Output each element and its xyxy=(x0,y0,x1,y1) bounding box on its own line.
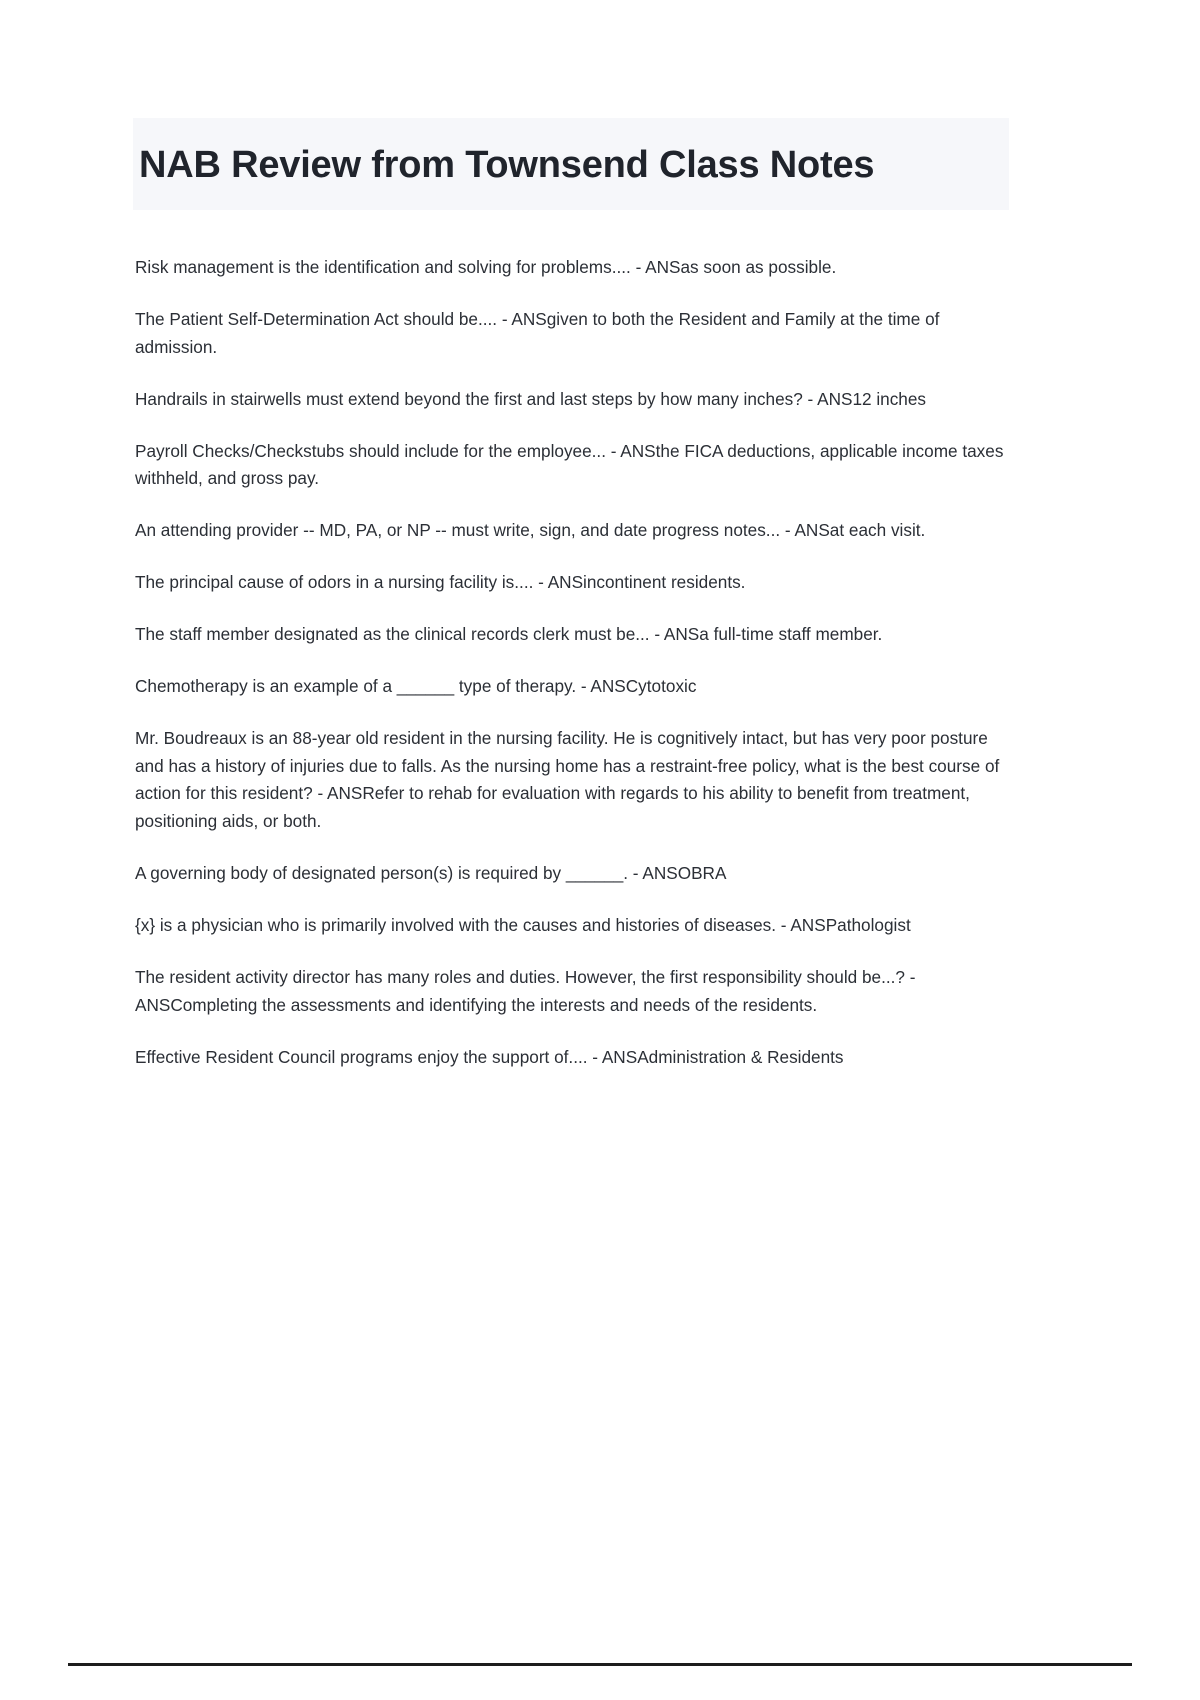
qa-paragraph: {x} is a physician who is primarily involved with the causes and histories of diseases. - ANSPathologist xyxy=(135,915,911,936)
qa-paragraph: The Patient Self-Determination Act should be.... - ANSgiven to both the Resident and Family at the time of admission. xyxy=(135,309,940,357)
qa-paragraph: The resident activity director has many roles and duties. However, the first responsibility should be...? - ANSCompleting the assessments and identifying the interests and needs of the residents. xyxy=(135,966,916,1015)
qa-paragraph: An attending provider -- MD, PA, or NP -- must write, sign, and date progress notes... - ANSat each visit. xyxy=(135,520,926,541)
page-title: NAB Review from Townsend Class Notes xyxy=(139,144,875,186)
qa-paragraph: The principal cause of odors in a nursing facility is.... - ANSincontinent residents. xyxy=(135,572,746,593)
qa-paragraph: Handrails in stairwells must extend beyond the first and last steps by how many inches? - ANS12 inches xyxy=(135,388,927,409)
qa-paragraph: Risk management is the identification and solving for problems.... - ANSas soon as possible. xyxy=(135,257,837,278)
qa-paragraph: A governing body of designated person(s) is required by ______. - ANSOBRA xyxy=(135,863,727,884)
footer-divider xyxy=(68,1663,1132,1666)
qa-paragraph: Effective Resident Council programs enjoy the support of.... - ANSAdministration & Residents xyxy=(135,1046,844,1067)
qa-paragraph: Payroll Checks/Checkstubs should include for the employee... - ANSthe FICA deductions, applicable income taxes withheld, and gross pay. xyxy=(135,440,1004,489)
document-body xyxy=(135,254,1007,1071)
document-content xyxy=(135,118,1007,1071)
qa-paragraph: Mr. Boudreaux is an 88-year old resident in the nursing facility. He is cognitively intact, but has very poor posture and has a history of injuries due to falls. As the nursing home has a restraint-free policy, what is the best course of action for this resident? - ANSRefer to rehab for evaluation with regards to his ability to benefit from treatment, positioning aids, or both. xyxy=(135,727,1000,832)
qa-paragraph: The staff member designated as the clinical records clerk must be... - ANSa full-time staff member. xyxy=(135,624,883,645)
title-block xyxy=(133,118,1009,210)
qa-paragraph: Chemotherapy is an example of a ______ type of therapy. - ANSCytotoxic xyxy=(135,675,697,696)
